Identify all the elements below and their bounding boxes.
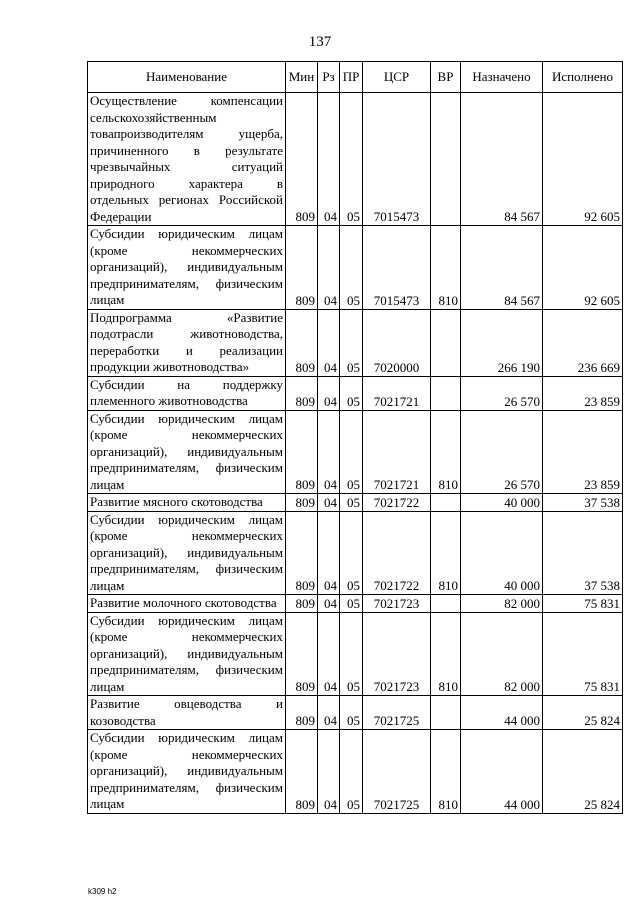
row-assigned: 82 000 <box>461 612 543 696</box>
row-pr: 05 <box>340 376 363 410</box>
row-csr: 7015473 <box>363 226 431 310</box>
row-rz: 04 <box>318 612 340 696</box>
row-min: 809 <box>286 410 318 494</box>
row-name: Субсидии юридическим лицам (кроме некоммерческих организаций), индивидуальным предпринимателям, физическим лицам <box>88 226 286 310</box>
table-row <box>88 511 623 595</box>
row-pr: 05 <box>340 410 363 494</box>
row-executed: 92 605 <box>543 93 623 226</box>
table-row <box>88 93 623 226</box>
row-vr: 810 <box>431 226 461 310</box>
row-pr: 05 <box>340 730 363 814</box>
page-number: 137 <box>308 34 332 50</box>
row-vr: 810 <box>431 730 461 814</box>
row-min: 809 <box>286 511 318 595</box>
row-executed: 25 824 <box>543 730 623 814</box>
row-rz: 04 <box>318 376 340 410</box>
table-header-row <box>88 62 623 93</box>
row-pr: 05 <box>340 93 363 226</box>
row-csr: 7021721 <box>363 410 431 494</box>
row-vr <box>431 494 461 512</box>
row-rz: 04 <box>318 494 340 512</box>
row-pr: 05 <box>340 494 363 512</box>
row-name: Развитие овцеводства и козоводства <box>88 696 286 730</box>
row-vr <box>431 696 461 730</box>
row-rz: 04 <box>318 410 340 494</box>
row-csr: 7021723 <box>363 595 431 613</box>
row-rz: 04 <box>318 309 340 376</box>
table-row <box>88 226 623 310</box>
row-name: Субсидии юридическим лицам (кроме некоммерческих организаций), индивидуальным предпринимателям, физическим лицам <box>88 730 286 814</box>
row-pr: 05 <box>340 612 363 696</box>
row-min: 809 <box>286 730 318 814</box>
row-csr: 7021723 <box>363 612 431 696</box>
row-vr: 810 <box>431 511 461 595</box>
row-csr: 7021721 <box>363 376 431 410</box>
header-name: Наименование <box>88 62 286 93</box>
row-vr <box>431 595 461 613</box>
table-row <box>88 730 623 814</box>
row-assigned: 82 000 <box>461 595 543 613</box>
table-row <box>88 696 623 730</box>
row-vr <box>431 376 461 410</box>
header-rz: Рз <box>318 62 340 93</box>
row-assigned: 266 190 <box>461 309 543 376</box>
header-pr: ПР <box>340 62 363 93</box>
header-vr: ВР <box>431 62 461 93</box>
row-name: Субсидии юридическим лицам (кроме некоммерческих организаций), индивидуальным предпринимателям, физическим лицам <box>88 612 286 696</box>
row-csr: 7021725 <box>363 696 431 730</box>
row-name: Подпрограмма «Развитие подотрасли животноводства, переработки и реализации продукции животноводства» <box>88 309 286 376</box>
row-csr: 7021722 <box>363 494 431 512</box>
budget-table <box>87 61 623 814</box>
row-csr: 7015473 <box>363 93 431 226</box>
table-row <box>88 309 623 376</box>
row-pr: 05 <box>340 226 363 310</box>
row-rz: 04 <box>318 93 340 226</box>
row-vr: 810 <box>431 410 461 494</box>
row-name: Субсидии юридическим лицам (кроме некоммерческих организаций), индивидуальным предпринимателям, физическим лицам <box>88 511 286 595</box>
row-name: Субсидии на поддержку племенного животноводства <box>88 376 286 410</box>
row-pr: 05 <box>340 309 363 376</box>
table-body <box>88 93 623 814</box>
row-executed: 92 605 <box>543 226 623 310</box>
table-row <box>88 410 623 494</box>
row-executed: 75 831 <box>543 612 623 696</box>
footer-code: k309 h2 <box>88 887 117 896</box>
row-assigned: 44 000 <box>461 696 543 730</box>
row-name: Развитие мясного скотоводства <box>88 494 286 512</box>
row-rz: 04 <box>318 696 340 730</box>
row-rz: 04 <box>318 511 340 595</box>
row-assigned: 84 567 <box>461 226 543 310</box>
row-csr: 7021725 <box>363 730 431 814</box>
row-rz: 04 <box>318 226 340 310</box>
row-rz: 04 <box>318 730 340 814</box>
header-min: Мин <box>286 62 318 93</box>
header-csr: ЦСР <box>363 62 431 93</box>
row-pr: 05 <box>340 696 363 730</box>
row-min: 809 <box>286 595 318 613</box>
table-row <box>88 376 623 410</box>
row-name: Субсидии юридическим лицам (кроме некоммерческих организаций), индивидуальным предпринимателям, физическим лицам <box>88 410 286 494</box>
row-assigned: 40 000 <box>461 511 543 595</box>
row-assigned: 44 000 <box>461 730 543 814</box>
row-executed: 23 859 <box>543 410 623 494</box>
row-assigned: 26 570 <box>461 376 543 410</box>
table-row <box>88 612 623 696</box>
table-row <box>88 494 623 512</box>
row-rz: 04 <box>318 595 340 613</box>
row-executed: 25 824 <box>543 696 623 730</box>
row-min: 809 <box>286 376 318 410</box>
row-min: 809 <box>286 226 318 310</box>
row-assigned: 26 570 <box>461 410 543 494</box>
row-min: 809 <box>286 494 318 512</box>
row-name: Осуществление компенсации сельскохозяйственным товапроизводителям ущерба, причиненного в результате чрезвычайных ситуаций природного характера в отдельных регионах Российской Федерации <box>88 93 286 226</box>
row-assigned: 40 000 <box>461 494 543 512</box>
row-pr: 05 <box>340 511 363 595</box>
row-min: 809 <box>286 93 318 226</box>
row-min: 809 <box>286 309 318 376</box>
row-min: 809 <box>286 612 318 696</box>
row-min: 809 <box>286 696 318 730</box>
row-executed: 37 538 <box>543 511 623 595</box>
row-assigned: 84 567 <box>461 93 543 226</box>
row-csr: 7020000 <box>363 309 431 376</box>
header-executed: Исполнено <box>543 62 623 93</box>
row-vr <box>431 93 461 226</box>
row-executed: 37 538 <box>543 494 623 512</box>
table-row <box>88 595 623 613</box>
row-name: Развитие молочного скотоводства <box>88 595 286 613</box>
row-executed: 75 831 <box>543 595 623 613</box>
header-assigned: Назначено <box>461 62 543 93</box>
row-csr: 7021722 <box>363 511 431 595</box>
row-executed: 236 669 <box>543 309 623 376</box>
row-executed: 23 859 <box>543 376 623 410</box>
row-pr: 05 <box>340 595 363 613</box>
row-vr: 810 <box>431 612 461 696</box>
row-vr <box>431 309 461 376</box>
